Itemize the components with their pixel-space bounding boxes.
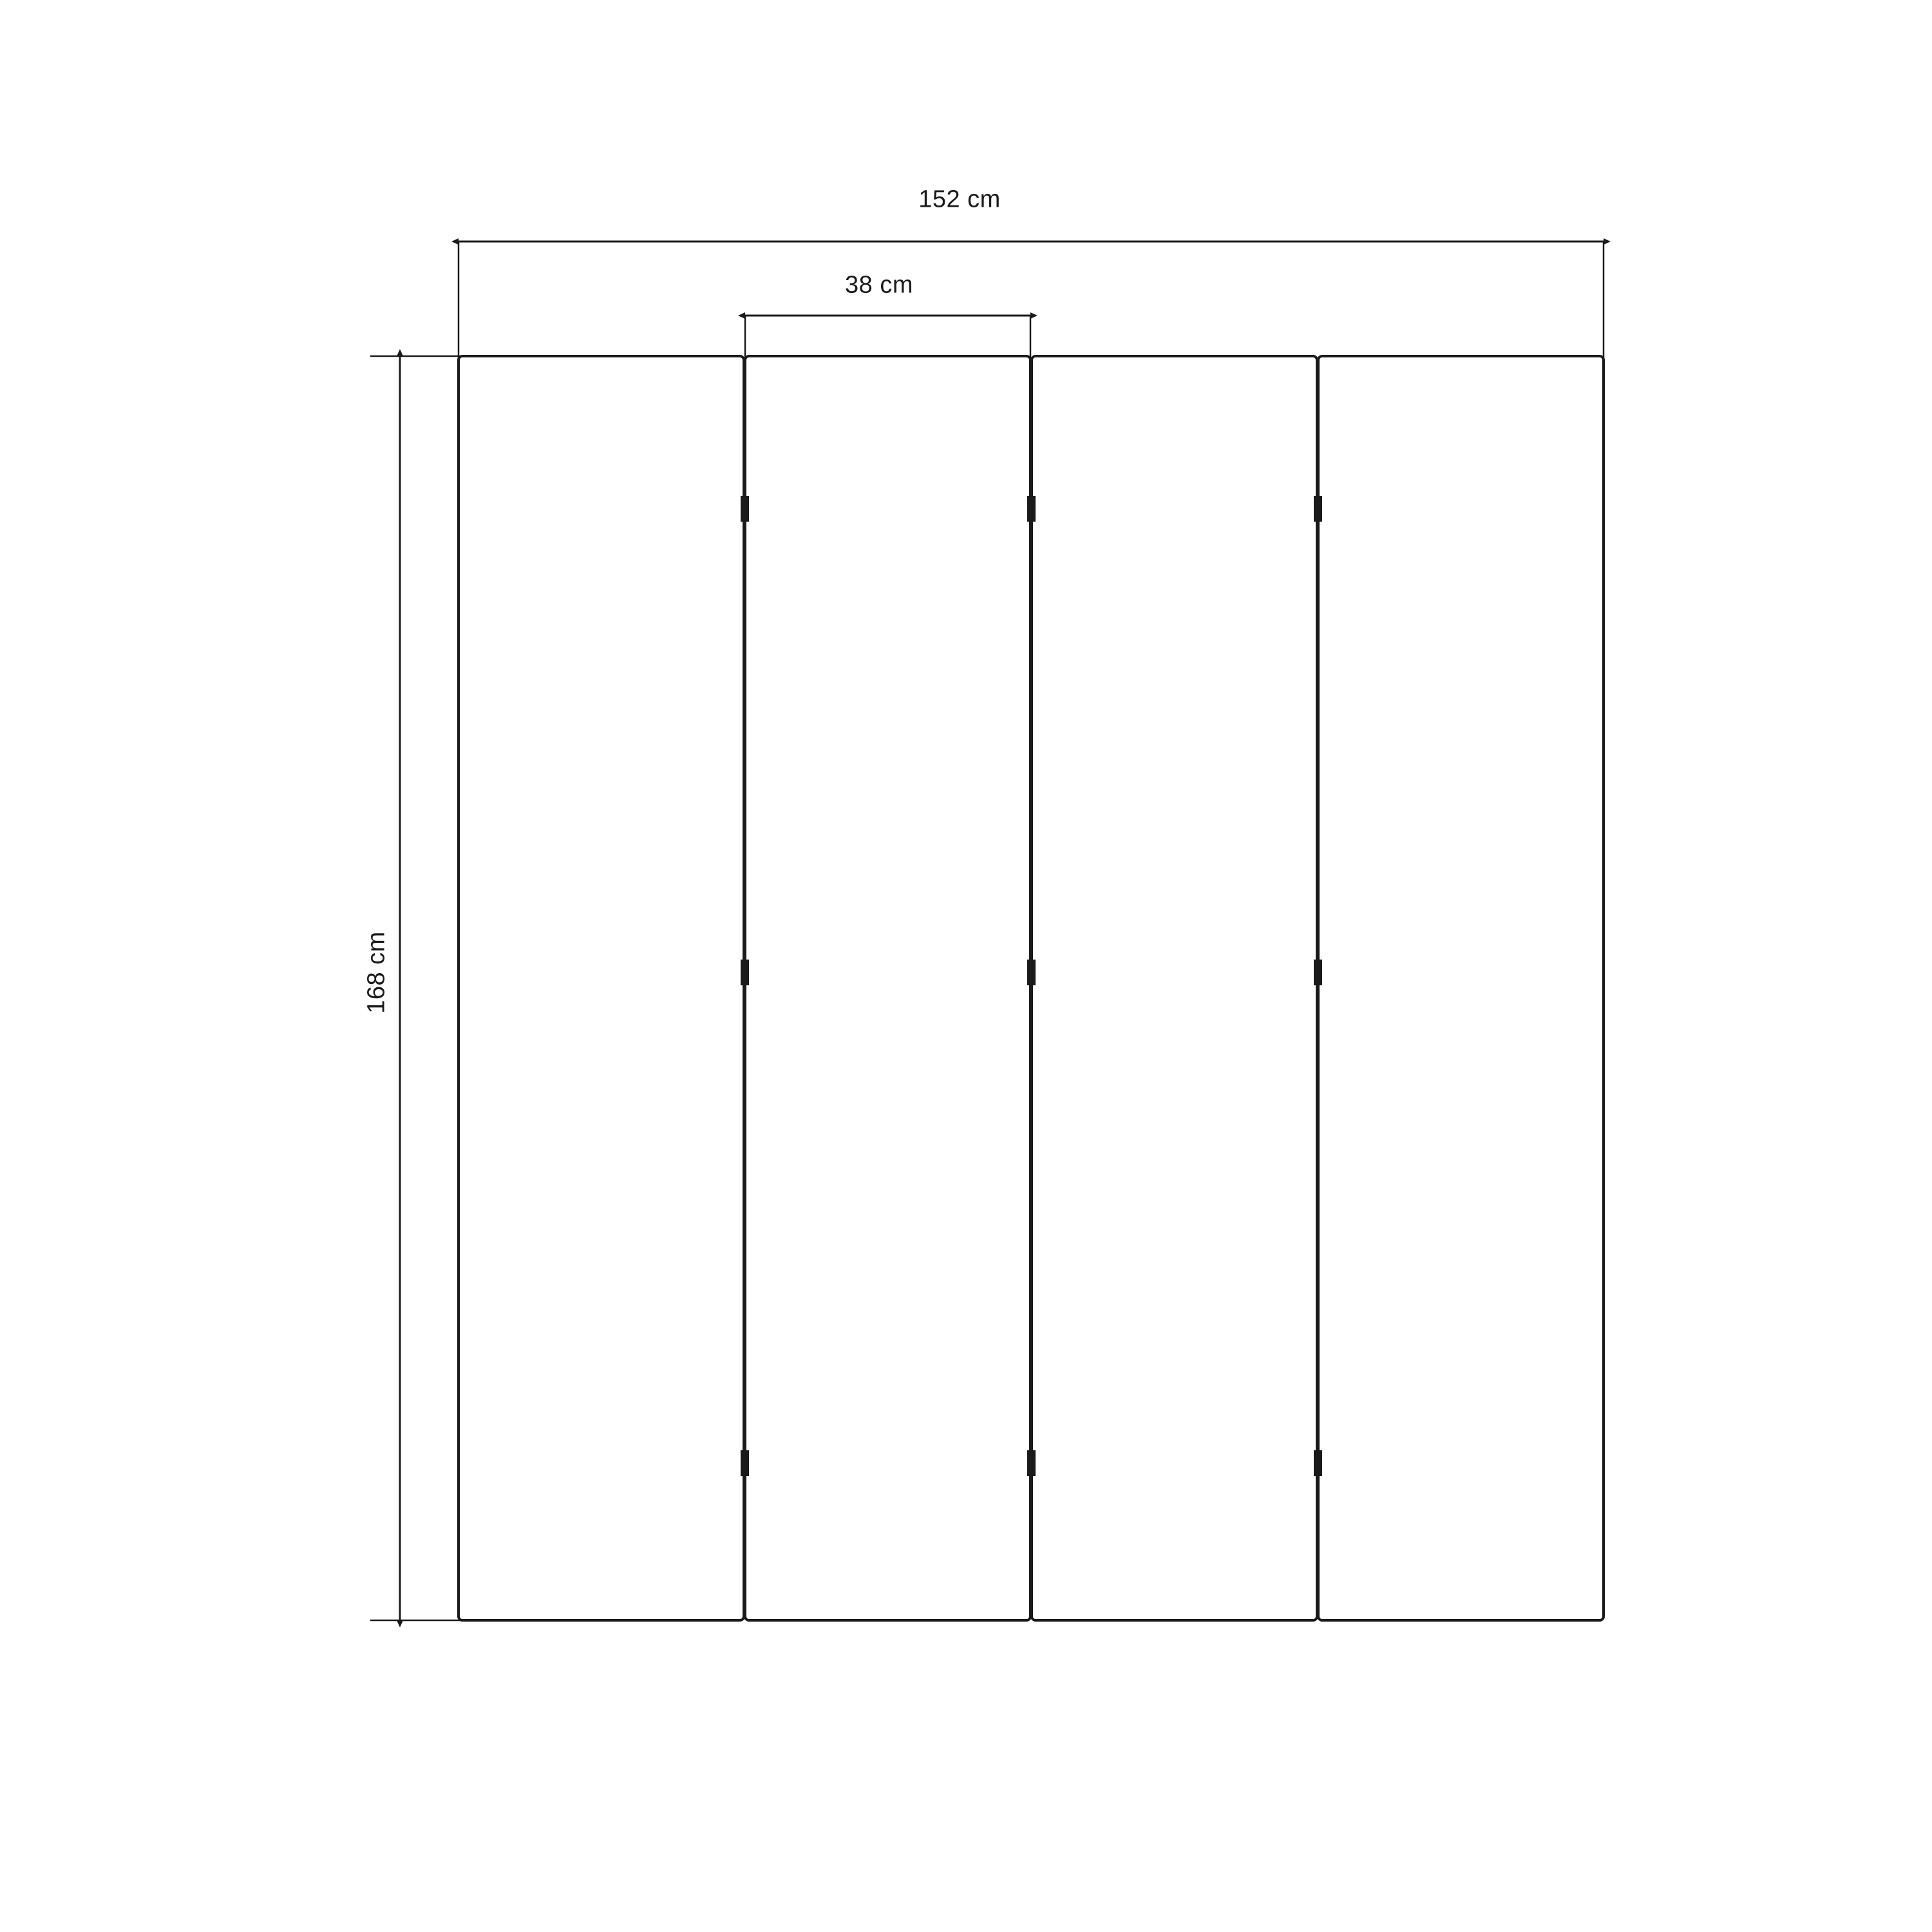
hinge-icon xyxy=(1314,496,1322,522)
panel-2 xyxy=(745,356,1030,1620)
hinge-icon xyxy=(741,496,749,522)
hinge-icon xyxy=(741,960,749,985)
panel-width-label: 38 cm xyxy=(845,271,913,299)
hinge-icon xyxy=(1027,1450,1036,1476)
hinge-icon xyxy=(1314,1450,1322,1476)
panel-4 xyxy=(1318,356,1604,1620)
hinge-icon xyxy=(1314,960,1322,985)
overall-height-label: 168 cm xyxy=(363,931,390,1014)
panel-1 xyxy=(459,356,744,1620)
hinge-icon xyxy=(1027,960,1036,985)
panel-3 xyxy=(1032,356,1317,1620)
panel-group xyxy=(459,356,1604,1620)
panel-width-dimension xyxy=(745,316,1030,361)
hinge-icon xyxy=(1027,496,1036,522)
hinge-icon xyxy=(741,1450,749,1476)
overall-width-label: 152 cm xyxy=(918,185,1001,213)
